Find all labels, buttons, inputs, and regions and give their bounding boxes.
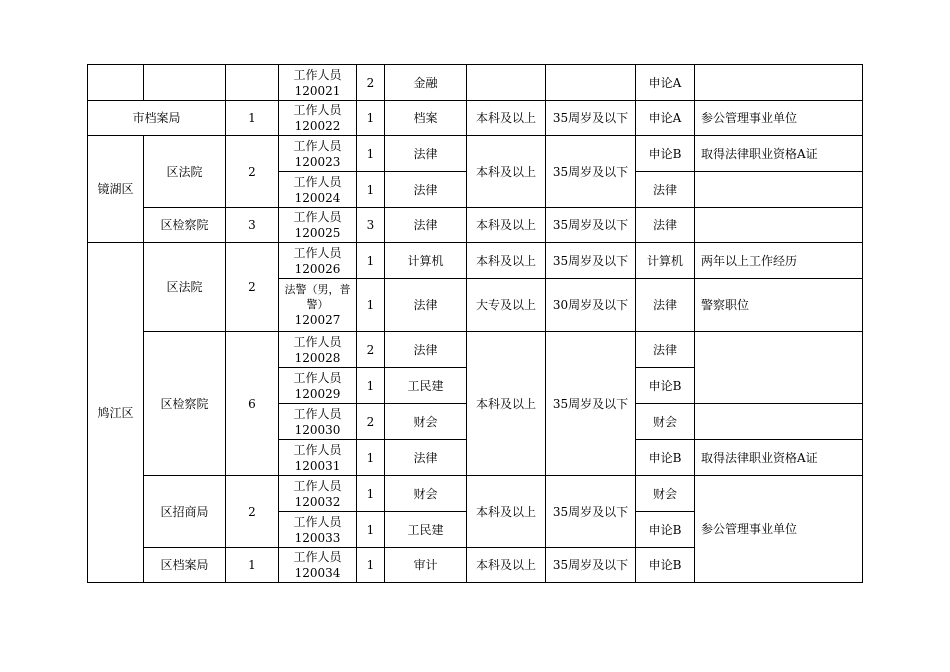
note-cell [695,65,863,101]
age-cell: 35周岁及以下 [546,101,636,136]
total-cell: 2 [226,243,279,332]
major-cell: 金融 [385,65,467,101]
exam-cell: 申论B [636,548,695,583]
recruitment-table [87,64,863,583]
note-cell: 参公管理事业单位 [695,101,863,136]
position-name: 工作人员 [293,370,342,385]
note-cell [695,404,863,440]
age-cell: 35周岁及以下 [546,476,636,548]
num-cell: 2 [357,404,385,440]
edu-cell: 本科及以上 [467,243,546,279]
major-cell: 财会 [385,404,467,440]
age-cell: 35周岁及以下 [546,243,636,279]
district-cell: 镜湖区 [88,136,144,243]
exam-cell: 法律 [636,208,695,243]
position-name: 工作人员 [293,514,342,529]
num-cell: 1 [357,172,385,208]
num-cell: 1 [357,548,385,583]
position-code: 120030 [294,422,341,437]
district-cell: 鸠江区 [88,243,144,583]
note-cell: 警察职位 [695,279,863,332]
position-code: 120024 [294,190,341,205]
edu-cell: 本科及以上 [467,332,546,476]
num-cell: 2 [357,65,385,101]
edu-cell: 本科及以上 [467,208,546,243]
total-cell: 6 [226,332,279,476]
edu-cell: 大专及以上 [467,279,546,332]
major-cell: 法律 [385,136,467,172]
position-cell [279,279,357,332]
total-cell [226,65,279,101]
edu-cell: 本科及以上 [467,476,546,548]
note-cell [695,332,863,404]
note-cell: 两年以上工作经历 [695,243,863,279]
position-code: 120034 [294,566,341,580]
num-cell: 1 [357,136,385,172]
exam-cell: 财会 [636,404,695,440]
exam-cell: 法律 [636,279,695,332]
position-name: 工作人员 [293,550,342,564]
position-cell [279,208,357,243]
position-code: 120028 [294,350,341,365]
exam-cell: 申论B [636,136,695,172]
major-cell: 法律 [385,279,467,332]
position-code: 120025 [294,226,341,240]
position-cell [279,512,357,548]
exam-cell: 财会 [636,476,695,512]
major-cell: 审计 [385,548,467,583]
table-row [88,243,863,279]
edu-cell: 本科及以上 [467,548,546,583]
num-cell: 1 [357,243,385,279]
position-name: 工作人员 [293,67,342,82]
num-cell: 1 [357,101,385,136]
table-row [88,476,863,512]
position-name: 工作人员 [293,138,342,153]
note-cell: 取得法律职业资格A证 [695,440,863,476]
position-code: 120031 [294,458,341,473]
total-cell: 1 [226,548,279,583]
total-cell: 3 [226,208,279,243]
position-code: 120021 [294,83,341,98]
position-name: 工作人员 [293,210,342,224]
note-cell: 取得法律职业资格A证 [695,136,863,172]
age-cell: 35周岁及以下 [546,332,636,476]
edu-cell: 本科及以上 [467,136,546,208]
position-name: 工作人员 [293,406,342,421]
position-code: 120033 [294,530,341,545]
position-name-cont: 警） [306,298,329,311]
position-name: 工作人员 [293,478,342,493]
exam-cell: 法律 [636,332,695,368]
exam-cell: 申论B [636,440,695,476]
position-name: 工作人员 [293,103,342,117]
dept-cell: 区招商局 [144,476,226,548]
note-cell [695,172,863,208]
dept-cell: 区检察院 [144,208,226,243]
position-name: 法警（男，普 [284,283,351,296]
num-cell: 3 [357,208,385,243]
position-cell [279,136,357,172]
exam-cell: 法律 [636,172,695,208]
table-row [88,101,863,136]
dept-cell: 区法院 [144,136,226,208]
num-cell: 1 [357,279,385,332]
position-cell [279,101,357,136]
position-code: 120022 [294,119,341,133]
position-cell [279,476,357,512]
major-cell: 法律 [385,208,467,243]
position-cell [279,548,357,583]
org-cell: 市档案局 [88,101,226,136]
dept-cell: 区档案局 [144,548,226,583]
table-row [88,136,863,172]
position-code: 120032 [294,494,341,509]
position-cell [279,440,357,476]
exam-cell: 计算机 [636,243,695,279]
major-cell: 计算机 [385,243,467,279]
position-name: 工作人员 [293,245,342,260]
major-cell: 工民建 [385,512,467,548]
position-code: 120027 [294,313,341,327]
total-cell: 2 [226,476,279,548]
dept-cell: 区检察院 [144,332,226,476]
position-cell [279,172,357,208]
position-cell [279,368,357,404]
exam-cell: 申论B [636,512,695,548]
major-cell: 工民建 [385,368,467,404]
num-cell: 1 [357,476,385,512]
position-name: 工作人员 [293,334,342,349]
dept-cell: 区法院 [144,243,226,332]
position-cell [279,332,357,368]
position-cell [279,243,357,279]
num-cell: 2 [357,332,385,368]
position-name: 工作人员 [293,442,342,457]
total-cell: 2 [226,136,279,208]
major-cell: 法律 [385,172,467,208]
exam-cell: 申论A [636,65,695,101]
major-cell: 财会 [385,476,467,512]
num-cell: 1 [357,512,385,548]
edu-cell [467,65,546,101]
total-cell: 1 [226,101,279,136]
age-cell: 30周岁及以下 [546,279,636,332]
dept-cell [144,65,226,101]
position-cell [279,65,357,101]
num-cell: 1 [357,440,385,476]
position-code: 120023 [294,154,341,169]
exam-cell: 申论B [636,368,695,404]
position-cell [279,404,357,440]
table-row [88,65,863,101]
num-cell: 1 [357,368,385,404]
position-code: 120026 [294,261,341,276]
position-name: 工作人员 [293,174,342,189]
org-cell [88,65,144,101]
position-code: 120029 [294,386,341,401]
exam-cell: 申论A [636,101,695,136]
table-row [88,208,863,243]
table-row [88,332,863,368]
age-cell: 35周岁及以下 [546,136,636,208]
note-cell: 参公管理事业单位 [695,476,863,583]
age-cell: 35周岁及以下 [546,548,636,583]
edu-cell: 本科及以上 [467,101,546,136]
major-cell: 法律 [385,332,467,368]
major-cell: 法律 [385,440,467,476]
age-cell [546,65,636,101]
age-cell: 35周岁及以下 [546,208,636,243]
note-cell [695,208,863,243]
major-cell: 档案 [385,101,467,136]
